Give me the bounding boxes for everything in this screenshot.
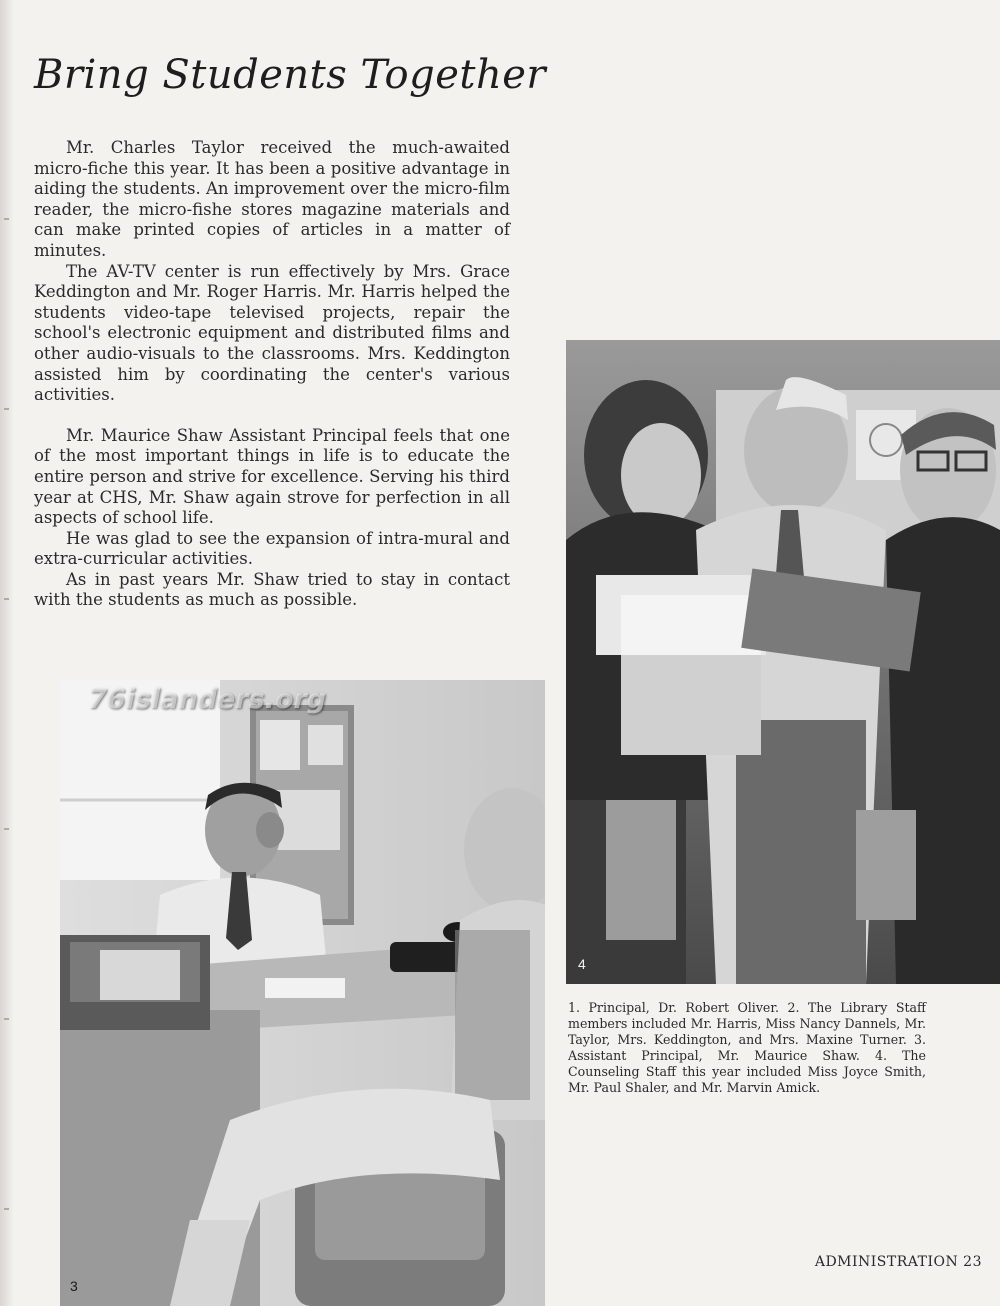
- binder-mark: [4, 408, 9, 410]
- paragraph: Mr. Charles Taylor received the much-awaited micro-fiche this year. It has been a positive advantage in aiding the students. An improvement over the micro-film reader, the micro-fishe stores magazine materials and can make printed copies of articles in a matter of minutes.: [34, 138, 510, 260]
- photo-counseling-staff-image: [566, 340, 1000, 984]
- page-title: Bring Students Together: [34, 52, 547, 98]
- binder-mark: [4, 218, 9, 220]
- paragraph: As in past years Mr. Shaw tried to stay in contact with the students as much as possible.: [34, 569, 510, 610]
- binder-mark: [4, 1018, 9, 1020]
- paragraph: He was glad to see the expansion of intra-mural and extra-curricular activities.: [34, 528, 510, 569]
- section-name: ADMINISTRATION: [814, 1254, 959, 1270]
- page-number: 23: [963, 1254, 982, 1270]
- paragraph: Mr. Maurice Shaw Assistant Principal feels that one of the most important things in life is to educate the entire person and strive for excellence. Serving his third year at CHS, Mr. Shaw again strove for perfection in all aspects of school life.: [34, 425, 510, 528]
- binder-mark: [4, 828, 9, 830]
- photo-counseling-staff: [566, 340, 1000, 984]
- binder-mark: [4, 1208, 9, 1210]
- photo-number: 3: [70, 1278, 78, 1294]
- page-footer: [815, 1254, 982, 1270]
- photo-caption: 1. Principal, Dr. Robert Oliver. 2. The Library Staff members included Mr. Harris, Miss Nancy Dannels, Mr. Taylor, Mrs. Keddington, and Mrs. Maxine Turner. 3. Assistant Principal, Mr. Maurice Shaw. 4. The Counseling Staff this year included Miss Joyce Smith, Mr. Paul Shaler, and Mr. Marvin Amick.: [568, 1000, 926, 1095]
- article-body: [34, 138, 510, 611]
- paragraph: The AV-TV center is run effectively by Mrs. Grace Keddington and Mr. Roger Harris. Mr. Harris helped the students video-tape televised projects, repair the school's electronic equipment and distributed films and other audio-visuals to the classrooms. Mrs. Keddington assisted him by coordinating the center's various activities.: [34, 261, 510, 405]
- photo-assistant-principal: [60, 680, 545, 1306]
- photo-assistant-principal-image: [60, 680, 545, 1306]
- photo-number: 4: [578, 956, 586, 972]
- watermark-text: 76islanders.org: [88, 684, 327, 715]
- binder-mark: [4, 598, 9, 600]
- page-binding-edge: [0, 0, 14, 1306]
